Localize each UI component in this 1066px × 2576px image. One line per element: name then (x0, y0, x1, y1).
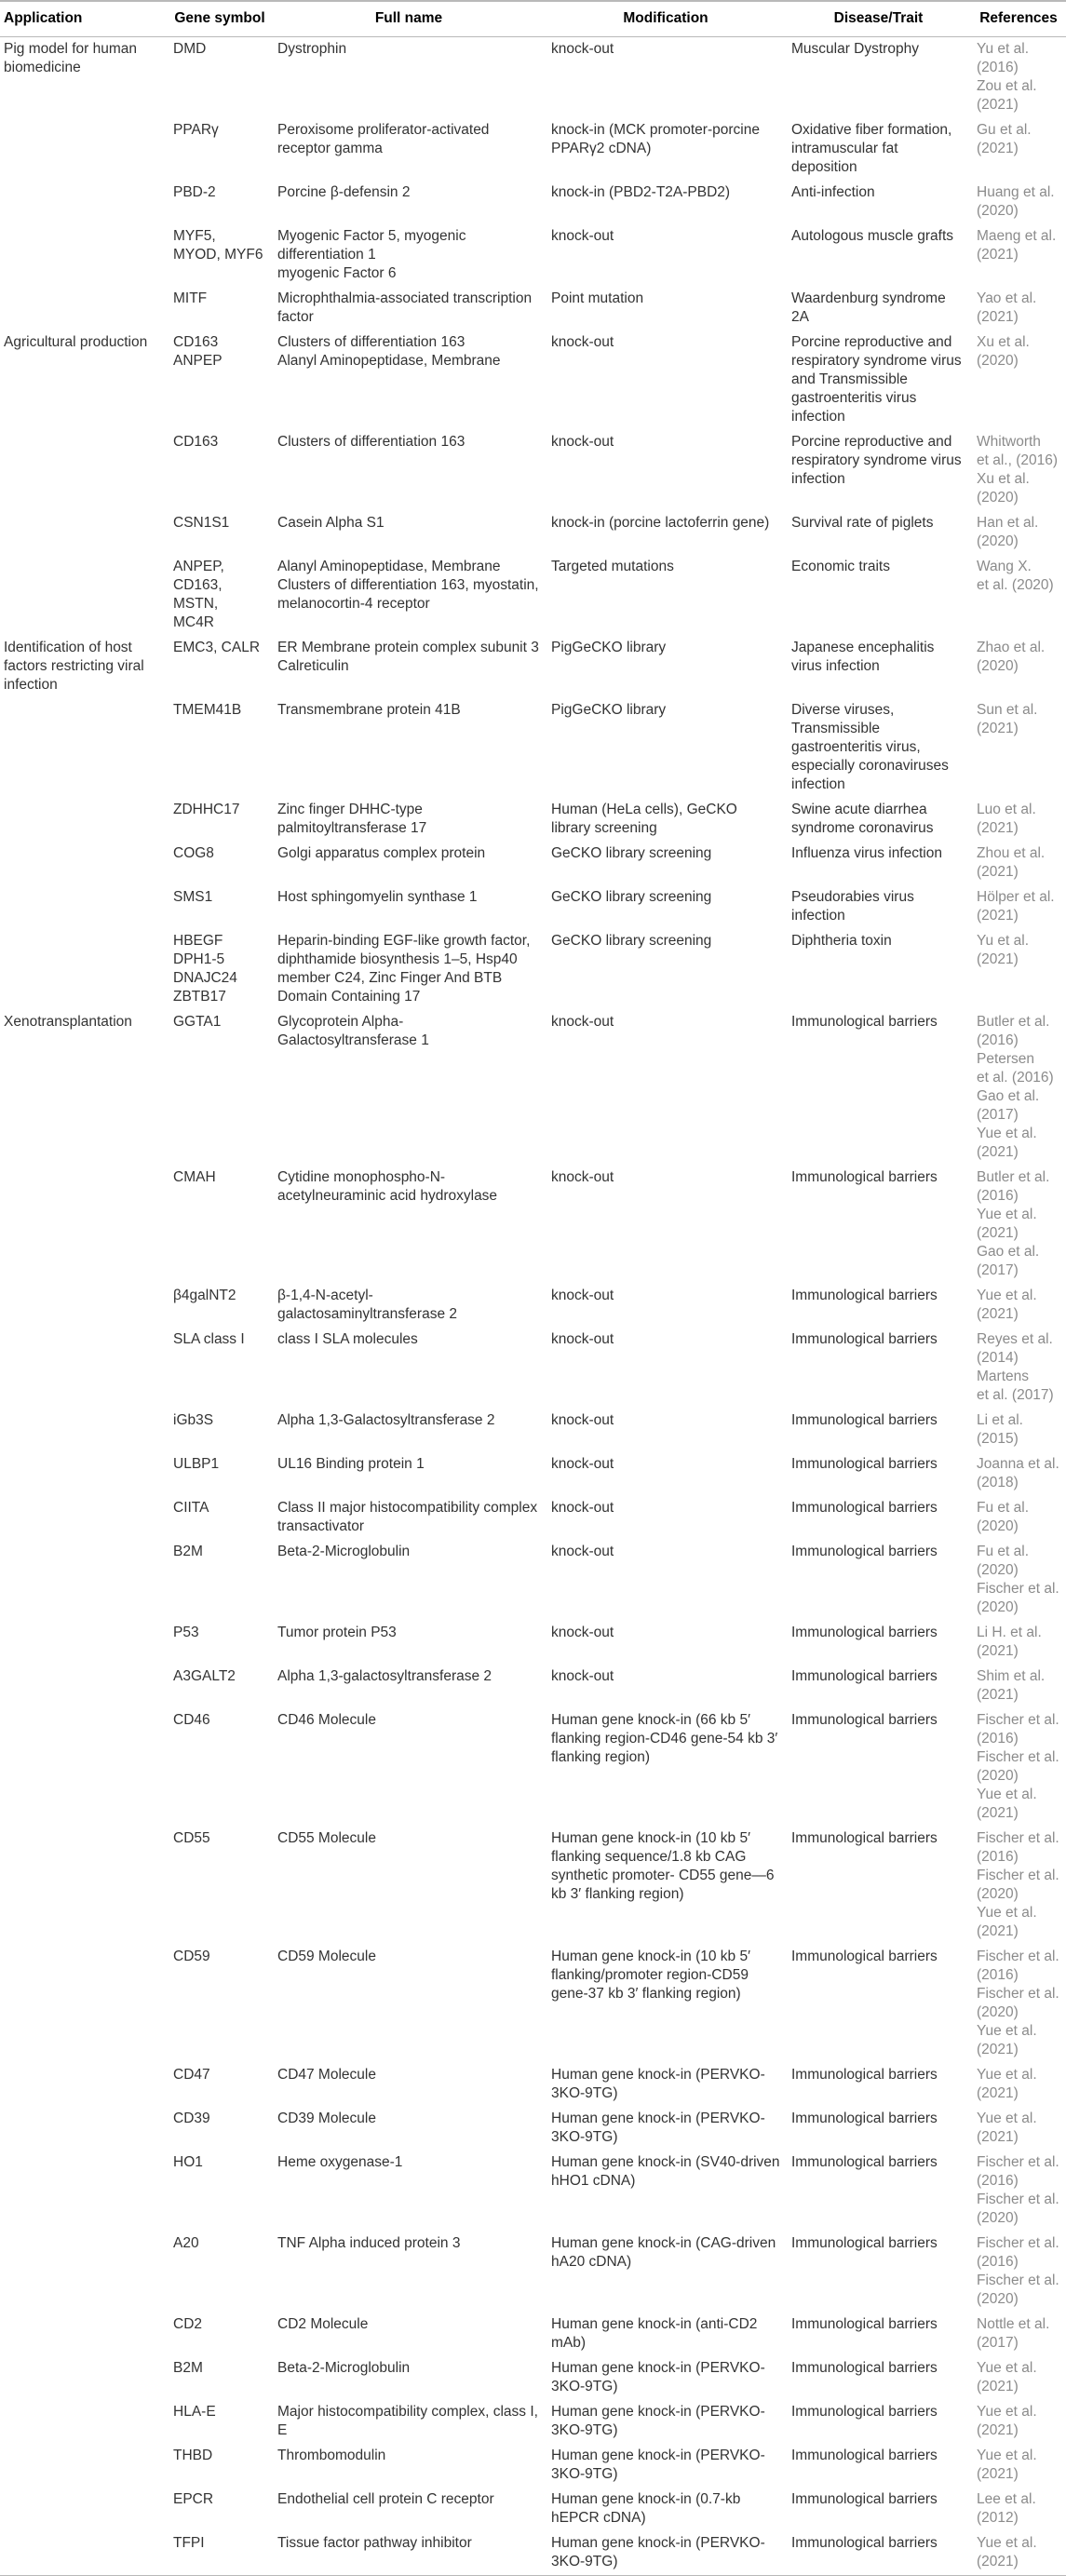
modification-cell: Human gene knock-in (PERVKO-3KO-9TG) (551, 2067, 765, 2101)
full-name-cell: class I SLA molecules (277, 1331, 418, 1347)
disease-trait-cell: Muscular Dystrophy (791, 41, 919, 57)
application-cell (0, 1166, 168, 1284)
full-name-cell: Alpha 1,3-galactosyltransferase 2 (277, 1668, 493, 1684)
header-disease-trait: Disease/Trait (786, 1, 971, 37)
gene-symbol-cell: A3GALT2 (173, 1668, 236, 1684)
application-cell (0, 2313, 168, 2356)
full-name-cell: Cytidine monophospho-N-acetylneuraminic acid hydroxylase (277, 1169, 498, 1204)
reference-cell: Yue et al. (2021) (977, 2404, 1037, 2438)
full-name-cell: CD55 Molecule (277, 1830, 376, 1846)
application-cell (0, 798, 168, 842)
full-name-cell: Alpha 1,3-Galactosyltransferase 2 (277, 1412, 495, 1428)
reference-cell: Xu et al. (2020) (977, 334, 1030, 369)
disease-trait-cell: Waardenburg syndrome 2A (791, 290, 946, 325)
gene-symbol-cell: HO1 (173, 2154, 203, 2170)
application-cell (0, 2531, 168, 2576)
gene-symbol-cell: DMD (173, 41, 207, 57)
modification-cell: Human gene knock-in (CAG-driven hA20 cDNA) (551, 2235, 776, 2270)
modification-cell: knock-out (551, 1668, 614, 1684)
disease-trait-cell: Immunological barriers (791, 1668, 938, 1684)
disease-trait-cell: Economic traits (791, 559, 890, 574)
disease-trait-cell: Survival rate of piglets (791, 515, 934, 531)
modification-cell: Human gene knock-in (PERVKO-3KO-9TG) (546, 2531, 786, 2576)
reference-cell: Han et al. (2020) (977, 515, 1039, 549)
full-name-cell: Dystrophin (277, 41, 347, 57)
disease-trait-cell: Immunological barriers (791, 1169, 938, 1185)
disease-trait-cell: Immunological barriers (791, 1544, 938, 1559)
disease-trait-cell: Immunological barriers (791, 1331, 938, 1347)
reference-cell: Yue et al. (2021) (977, 2111, 1037, 2145)
reference-cell: Fu et al. (2020) Fischer et al. (2020) (977, 1544, 1059, 1615)
disease-trait-cell: Swine acute diarrhea syndrome coronavirus (791, 802, 934, 836)
gene-symbol-cell: PBD-2 (173, 184, 216, 200)
gene-symbol-cell: A20 (173, 2235, 199, 2251)
modification-cell: Human gene knock-in (PERVKO-3KO-9TG) (551, 2360, 765, 2394)
disease-trait-cell: Japanese encephalitis virus infection (791, 640, 935, 674)
reference-cell: Nottle et al. (2017) (977, 2316, 1050, 2351)
table-row (0, 118, 1066, 181)
reference-cell: Fischer et al. (2016) Fischer et al. (2020) Yue et al. (2021) (977, 1712, 1059, 1821)
table-row (0, 37, 1066, 119)
modification-cell: Point mutation (551, 290, 644, 306)
modification-cell: Human gene knock-in (SV40-driven hHO1 cDNA) (551, 2154, 780, 2189)
table-row (0, 511, 1066, 555)
modification-cell: Human gene knock-in (PERVKO-3KO-9TG) (551, 2448, 765, 2482)
modification-cell: GeCKO library screening (551, 933, 712, 949)
full-name-cell: Golgi apparatus complex protein (277, 845, 486, 861)
application-cell (0, 1665, 168, 1708)
disease-trait-cell: Autologous muscle grafts (791, 228, 954, 244)
reference-cell: Luo et al. (2021) (977, 802, 1036, 836)
gene-symbol-cell: THBD (173, 2448, 213, 2463)
disease-trait-cell: Influenza virus infection (791, 845, 942, 861)
disease-trait-cell: Immunological barriers (791, 1412, 938, 1428)
full-name-cell: ER Membrane protein complex subunit 3 Calreticulin (277, 640, 539, 674)
application-cell (0, 1409, 168, 1452)
application-cell (0, 2107, 168, 2151)
full-name-cell: Porcine β-defensin 2 (277, 184, 411, 200)
full-name-cell: Myogenic Factor 5, myogenic differentiation 1 myogenic Factor 6 (277, 228, 466, 281)
table-row (0, 1010, 1066, 1166)
application-cell: Agricultural production (4, 334, 148, 350)
header-gene-symbol: Gene symbol (168, 1, 272, 37)
table-row (0, 2107, 1066, 2151)
full-name-cell: Thrombomodulin (277, 2448, 386, 2463)
table-row (0, 1284, 1066, 1328)
modification-cell: knock-in (porcine lactoferrin gene) (551, 515, 770, 531)
application-cell (0, 1284, 168, 1328)
gene-symbol-cell: CD55 (173, 1830, 210, 1846)
full-name-cell: CD59 Molecule (277, 1949, 376, 1964)
disease-trait-cell: Immunological barriers (791, 1288, 938, 1303)
modification-cell: knock-out (551, 1014, 614, 1030)
table-row (0, 1665, 1066, 1708)
table-row (0, 1945, 1066, 2063)
table-row (0, 287, 1066, 330)
table-row (0, 698, 1066, 798)
full-name-cell: Clusters of differentiation 163 (277, 434, 466, 450)
reference-cell: Reyes et al. (2014) Martens et al. (2017) (977, 1331, 1054, 1403)
disease-trait-cell: Immunological barriers (791, 2360, 938, 2376)
header-modification: Modification (546, 1, 786, 37)
application-cell (0, 929, 168, 1010)
full-name-cell: Clusters of differentiation 163 Alanyl Aminopeptidase, Membrane (277, 334, 501, 369)
table-row (0, 330, 1066, 430)
modification-cell: knock-out (551, 1500, 614, 1516)
modification-cell: Targeted mutations (551, 559, 674, 574)
table-row (0, 885, 1066, 929)
disease-trait-cell: Immunological barriers (791, 2404, 938, 2420)
reference-cell: Whitworth et al., (2016) Xu et al. (2020) (977, 434, 1059, 506)
gene-symbol-cell: ULBP1 (173, 1456, 220, 1472)
modification-cell: Human gene knock-in (10 kb 5′ flanking sequence/1.8 kb CAG synthetic promoter- CD55 gene—6 kb 3′ flanking region) (551, 1830, 775, 1902)
reference-cell: Li H. et al. (2021) (977, 1625, 1042, 1659)
gene-symbol-cell: CMAH (173, 1169, 216, 1185)
reference-cell: Butler et al. (2016) Petersen et al. (2016) Gao et al. (2017) Yue et al. (2021) (977, 1014, 1054, 1160)
gene-symbol-cell: PPARγ (173, 122, 219, 138)
gene-symbol-cell: HBEGF DPH1-5 DNAJC24 ZBTB17 (173, 933, 237, 1005)
reference-cell: Fischer et al. (2016) Fischer et al. (2020) Yue et al. (2021) (977, 1949, 1059, 2057)
header-references: References (971, 1, 1066, 37)
disease-trait-cell: Immunological barriers (791, 2111, 938, 2126)
modification-cell: knock-in (PBD2-T2A-PBD2) (551, 184, 731, 200)
gene-symbol-cell: COG8 (173, 845, 214, 861)
gene-symbol-cell: CD163 (173, 434, 219, 450)
application-cell: Pig model for human biomedicine (4, 41, 138, 75)
full-name-cell: CD47 Molecule (277, 2067, 376, 2083)
table-row (0, 1827, 1066, 1945)
reference-cell: Shim et al. (2021) (977, 1668, 1046, 1703)
table-row (0, 1409, 1066, 1452)
application-cell (0, 842, 168, 885)
modification-cell: PigGeCKO library (551, 702, 667, 718)
full-name-cell: Endothelial cell protein C receptor (277, 2491, 494, 2507)
modification-cell: knock-out (551, 41, 614, 57)
table-row (0, 1621, 1066, 1665)
gene-symbol-cell: EPCR (173, 2491, 214, 2507)
application-cell: Xenotransplantation (4, 1014, 132, 1030)
gene-symbol-cell: CD39 (173, 2111, 210, 2126)
reference-cell: Fu et al. (2020) (977, 1500, 1029, 1534)
gene-symbol-cell: ANPEP, CD163, MSTN, MC4R (173, 559, 224, 630)
application-cell (0, 287, 168, 330)
disease-trait-cell: Pseudorabies virus infection (791, 889, 914, 924)
disease-trait-cell: Immunological barriers (791, 2067, 938, 2083)
application-cell (0, 1452, 168, 1496)
table-row (0, 181, 1066, 224)
full-name-cell: β-1,4-N-acetyl-galactosaminyltransferase 2 (277, 1288, 457, 1322)
reference-cell: Li et al. (2015) (977, 1412, 1023, 1447)
reference-cell: Yue et al. (2021) (977, 2360, 1037, 2394)
application-cell (0, 1827, 168, 1945)
full-name-cell: CD2 Molecule (277, 2316, 369, 2332)
application-cell (0, 2151, 168, 2232)
modification-cell: Human gene knock-in (66 kb 5′ flanking region-CD46 gene-54 kb 3′ flanking region) (551, 1712, 778, 1765)
full-name-cell: CD46 Molecule (277, 1712, 376, 1728)
reference-cell: Wang X. et al. (2020) (977, 559, 1054, 593)
full-name-cell: Casein Alpha S1 (277, 515, 385, 531)
disease-trait-cell: Diverse viruses, Transmissible gastroenteritis virus, especially coronaviruses infection (791, 702, 949, 792)
full-name-cell: Beta-2-Microglobulin (277, 1544, 411, 1559)
modification-cell: knock-out (551, 1625, 614, 1640)
gene-symbol-cell: CSN1S1 (173, 515, 230, 531)
modification-cell: Human gene knock-in (10 kb 5′ flanking/promoter region-CD59 gene-37 kb 3′ flanking region) (551, 1949, 750, 2002)
modification-cell: PigGeCKO library (551, 640, 667, 655)
reference-cell: Yue et al. (2021) (977, 2067, 1037, 2101)
modification-cell: knock-out (551, 1169, 614, 1185)
table-row (0, 2063, 1066, 2107)
table-row (0, 430, 1066, 511)
modification-cell: GeCKO library screening (551, 845, 712, 861)
full-name-cell: CD39 Molecule (277, 2111, 376, 2126)
disease-trait-cell: Porcine reproductive and respiratory syndrome virus infection (791, 434, 962, 487)
table-row (0, 2313, 1066, 2356)
disease-trait-cell: Immunological barriers (791, 1500, 938, 1516)
application-cell (0, 2356, 168, 2400)
disease-trait-cell: Immunological barriers (791, 1014, 938, 1030)
disease-trait-cell: Diphtheria toxin (791, 933, 892, 949)
full-name-cell: Class II major histocompatibility complex transactivator (277, 1500, 538, 1534)
disease-trait-cell: Immunological barriers (791, 1712, 938, 1728)
table-row (0, 1540, 1066, 1621)
table-row (0, 2531, 1066, 2576)
modification-cell: knock-out (551, 228, 614, 244)
disease-trait-cell: Oxidative fiber formation, intramuscular fat deposition (791, 122, 952, 175)
gene-symbol-cell: MYF5, MYOD, MYF6 (173, 228, 263, 263)
application-cell (0, 2444, 168, 2488)
full-name-cell: Tumor protein P53 (277, 1625, 397, 1640)
disease-trait-cell: Anti-infection (791, 184, 875, 200)
header-row (0, 1, 1066, 37)
gene-symbol-cell: EMC3, CALR (173, 640, 261, 655)
table-row (0, 2356, 1066, 2400)
disease-trait-cell: Immunological barriers (791, 2316, 938, 2332)
gene-symbol-cell: iGb3S (173, 1412, 214, 1428)
full-name-cell: Major histocompatibility complex, class I, E (277, 2404, 538, 2438)
gene-symbol-cell: CIITA (173, 1500, 209, 1516)
modification-cell: knock-in (MCK promoter-porcine PPARγ2 cDNA) (551, 122, 760, 156)
disease-trait-cell: Immunological barriers (791, 2491, 938, 2507)
table-row (0, 1496, 1066, 1540)
disease-trait-cell: Immunological barriers (791, 1456, 938, 1472)
application-cell (0, 698, 168, 798)
full-name-cell: Host sphingomyelin synthase 1 (277, 889, 478, 905)
gene-symbol-cell: β4galNT2 (173, 1288, 236, 1303)
application-cell (0, 1496, 168, 1540)
application-cell (0, 1945, 168, 2063)
modification-cell: knock-out (551, 1288, 614, 1303)
table-row (0, 798, 1066, 842)
gene-symbol-cell: B2M (173, 1544, 203, 1559)
modification-cell: knock-out (551, 1412, 614, 1428)
application-cell (0, 118, 168, 181)
application-cell (0, 1621, 168, 1665)
gene-symbol-cell: CD59 (173, 1949, 210, 1964)
reference-cell: Zhou et al. (2021) (977, 845, 1046, 880)
application-cell (0, 2488, 168, 2531)
disease-trait-cell: Immunological barriers (791, 2154, 938, 2170)
modification-cell: knock-out (551, 1456, 614, 1472)
modification-cell: knock-out (551, 1544, 614, 1559)
application-cell (0, 1540, 168, 1621)
application-cell (0, 1708, 168, 1827)
reference-cell: Joanna et al. (2018) (977, 1456, 1059, 1490)
reference-cell: Yue et al. (2021) (977, 1288, 1037, 1322)
table-body (0, 37, 1066, 2576)
disease-trait-cell: Immunological barriers (786, 2531, 971, 2576)
reference-cell: Fischer et al. (2016) Fischer et al. (2020) (977, 2235, 1059, 2307)
gene-symbol-cell: TFPI (168, 2531, 272, 2576)
gene-symbol-cell: CD2 (173, 2316, 203, 2332)
full-name-cell: Peroxisome proliferator-activated receptor gamma (277, 122, 490, 156)
modification-cell: Human gene knock-in (PERVKO-3KO-9TG) (551, 2404, 765, 2438)
table-row (0, 2232, 1066, 2313)
full-name-cell: UL16 Binding protein 1 (277, 1456, 425, 1472)
reference-cell: Lee et al. (2012) (977, 2491, 1036, 2526)
application-cell (0, 2232, 168, 2313)
table-row (0, 2444, 1066, 2488)
header-application: Application (0, 1, 168, 37)
full-name-cell: TNF Alpha induced protein 3 (277, 2235, 461, 2251)
table-row (0, 636, 1066, 698)
reference-cell: Butler et al. (2016) Yue et al. (2021) Gao et al. (2017) (977, 1169, 1050, 1278)
reference-cell: Yu et al. (2021) (977, 933, 1030, 967)
gene-symbol-cell: SLA class I (173, 1331, 245, 1347)
disease-trait-cell: Porcine reproductive and respiratory syndrome virus and Transmissible gastroenteritis virus infection (791, 334, 962, 425)
modification-cell: Human gene knock-in (anti-CD2 mAb) (551, 2316, 758, 2351)
modification-cell: Human gene knock-in (0.7-kb hEPCR cDNA) (551, 2491, 741, 2526)
disease-trait-cell: Immunological barriers (791, 1830, 938, 1846)
gene-symbol-cell: GGTA1 (173, 1014, 222, 1030)
gene-symbol-cell: CD163 ANPEP (173, 334, 223, 369)
modification-cell: knock-out (551, 334, 614, 350)
application-cell (0, 181, 168, 224)
application-cell (0, 2400, 168, 2444)
table-row (0, 2400, 1066, 2444)
reference-cell: Maeng et al. (2021) (977, 228, 1057, 263)
reference-cell: Fischer et al. (2016) Fischer et al. (2020) (977, 2154, 1059, 2226)
reference-cell: Yao et al. (2021) (977, 290, 1037, 325)
full-name-cell: Transmembrane protein 41B (277, 702, 461, 718)
reference-cell: Gu et al. (2021) (977, 122, 1032, 156)
application-cell (0, 224, 168, 287)
application-cell (0, 2063, 168, 2107)
full-name-cell: Zinc finger DHHC-type palmitoyltransferase 17 (277, 802, 427, 836)
table-row (0, 224, 1066, 287)
table-row (0, 555, 1066, 636)
gene-symbol-cell: P53 (173, 1625, 199, 1640)
table-row (0, 2488, 1066, 2531)
full-name-cell: Glycoprotein Alpha-Galactosyltransferase 1 (277, 1014, 429, 1048)
full-name-cell: Microphthalmia-associated transcription factor (277, 290, 533, 325)
disease-trait-cell: Immunological barriers (791, 2448, 938, 2463)
reference-cell: Zhao et al. (2020) (977, 640, 1046, 674)
reference-cell: Yu et al. (2016) Zou et al. (2021) (977, 41, 1037, 113)
header-full-name: Full name (272, 1, 546, 37)
disease-trait-cell: Immunological barriers (791, 1625, 938, 1640)
modification-cell: knock-out (551, 1331, 614, 1347)
disease-trait-cell: Immunological barriers (791, 2235, 938, 2251)
reference-cell: Yue et al. (2021) (971, 2531, 1066, 2576)
modification-cell: Human (HeLa cells), GeCKO library screening (551, 802, 737, 836)
gene-symbol-cell: ZDHHC17 (173, 802, 240, 817)
table-row (0, 1708, 1066, 1827)
gene-symbol-cell: TMEM41B (173, 702, 242, 718)
gene-symbol-cell: SMS1 (173, 889, 213, 905)
reference-cell: Hölper et al. (2021) (977, 889, 1055, 924)
full-name-cell: Heparin-binding EGF-like growth factor, diphthamide biosynthesis 1–5, Hsp40 member C24, Zinc Finger And BTB Domain Containing 17 (277, 933, 531, 1005)
table-row (0, 1452, 1066, 1496)
modification-cell: Human gene knock-in (PERVKO-3KO-9TG) (551, 2111, 765, 2145)
table-row (0, 1328, 1066, 1409)
reference-cell: Fischer et al. (2016) Fischer et al. (2020) Yue et al. (2021) (977, 1830, 1059, 1939)
full-name-cell: Heme oxygenase-1 (277, 2154, 403, 2170)
modification-cell: knock-out (551, 434, 614, 450)
full-name-cell: Tissue factor pathway inhibitor (272, 2531, 546, 2576)
application-cell (0, 1328, 168, 1409)
table-row (0, 929, 1066, 1010)
gene-symbol-cell: CD46 (173, 1712, 210, 1728)
table-row (0, 2151, 1066, 2232)
application-cell: Identification of host factors restricting viral infection (4, 640, 144, 693)
application-cell (0, 555, 168, 636)
disease-trait-cell: Immunological barriers (791, 1949, 938, 1964)
modification-cell: GeCKO library screening (551, 889, 712, 905)
gene-symbol-cell: MITF (173, 290, 208, 306)
gene-symbol-cell: HLA-E (173, 2404, 216, 2420)
full-name-cell: Alanyl Aminopeptidase, Membrane Clusters of differentiation 163, myostatin, melanocortin-4 receptor (277, 559, 539, 612)
application-cell (0, 430, 168, 511)
full-name-cell: Beta-2-Microglobulin (277, 2360, 411, 2376)
table-row (0, 842, 1066, 885)
application-cell (0, 511, 168, 555)
gene-symbol-cell: CD47 (173, 2067, 210, 2083)
application-cell (0, 885, 168, 929)
reference-cell: Sun et al. (2021) (977, 702, 1038, 736)
reference-cell: Yue et al. (2021) (977, 2448, 1037, 2482)
table-row (0, 1166, 1066, 1284)
reference-cell: Huang et al. (2020) (977, 184, 1055, 219)
gene-symbol-cell: B2M (173, 2360, 203, 2376)
